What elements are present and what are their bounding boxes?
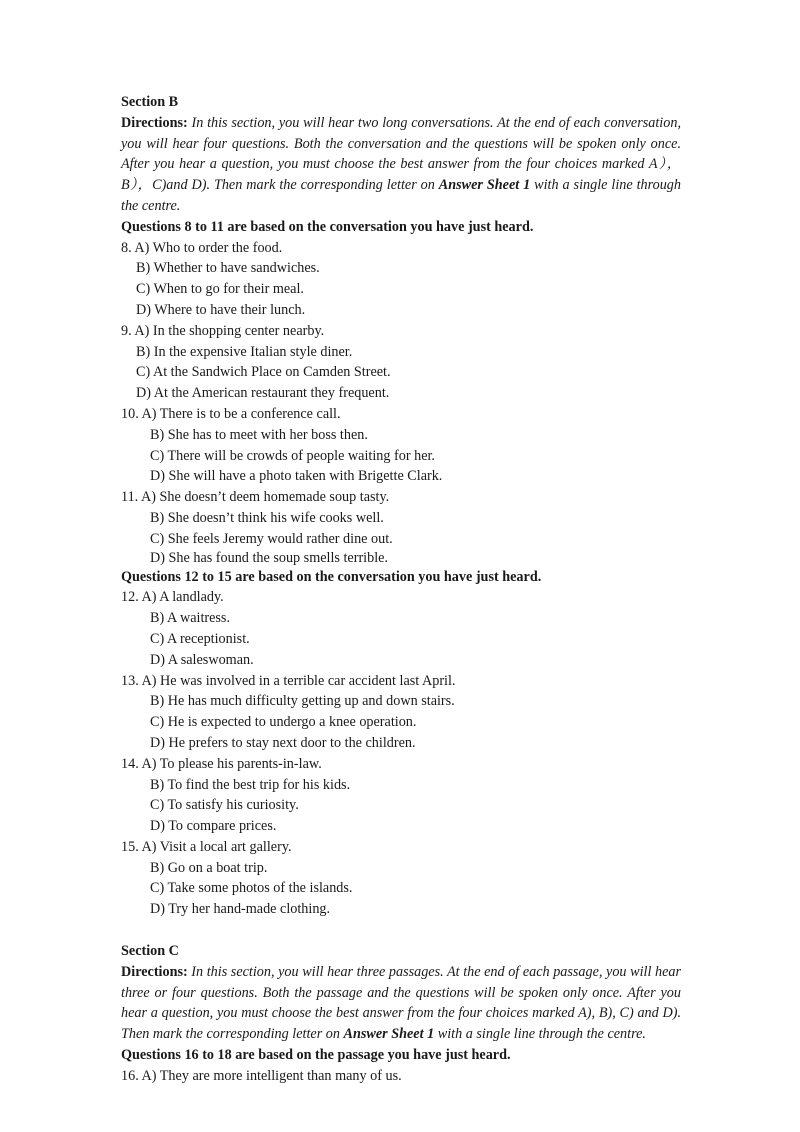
option-d: D) She has found the soup smells terrible. xyxy=(150,549,388,566)
option-c: C) When to go for their meal. xyxy=(136,281,304,298)
answer-sheet-label: Answer Sheet 1 xyxy=(343,1026,435,1043)
option-c: C) There will be crowds of people waiting for her. xyxy=(150,447,435,464)
directions-label: Directions: xyxy=(121,114,188,131)
option-c: C) At the Sandwich Place on Camden Street. xyxy=(136,364,391,381)
question-11 xyxy=(121,487,681,566)
question-stem: 12. A) A landlady. xyxy=(121,589,224,606)
option-d: D) He prefers to stay next door to the children. xyxy=(150,734,416,751)
section-c-title: Section C xyxy=(121,943,179,960)
option-b: B) Go on a boat trip. xyxy=(150,859,268,876)
option-b: B) He has much difficulty getting up and down stairs. xyxy=(150,693,455,710)
directions-text: In this section, you will hear three passages. At the end of each passage, you will hear three or four questions. Both the passage and the questions will be spoken only once. After you hear a question, you must choose the best answer from the four choices marked A), B), C) and D). Then mark the corresponding letter on xyxy=(121,963,681,1043)
question-12 xyxy=(121,587,681,670)
question-stem: 10. A) There is to be a conference call. xyxy=(121,405,341,422)
option-b: B) A waitress. xyxy=(150,610,230,627)
option-d: D) A saleswoman. xyxy=(150,651,254,668)
question-stem: 14. A) To please his parents-in-law. xyxy=(121,755,322,772)
question-stem: 13. A) He was involved in a terrible car accident last April. xyxy=(121,672,456,689)
option-d: D) Try her hand-made clothing. xyxy=(150,901,331,918)
option-d: D) Where to have their lunch. xyxy=(136,301,306,318)
directions-text: In this section, you will hear two long conversations. At the end of each conversation, you will hear four questions. Both the conversation and the questions will be spoken only once. After you hear a question, you must choose the best answer from the four choices marked A），B），C)and D). Then mark the corresponding letter on xyxy=(121,114,681,194)
question-stem: 11. A) She doesn’t deem homemade soup tasty. xyxy=(121,489,390,506)
option-b: B) She doesn’t think his wife cooks well. xyxy=(150,509,384,526)
question-14 xyxy=(121,754,681,837)
directions-text-end: with a single line through the centre. xyxy=(121,177,681,214)
option-c: C) He is expected to undergo a knee operation. xyxy=(150,714,417,731)
question-15 xyxy=(121,837,681,920)
option-c: C) A receptionist. xyxy=(150,630,250,647)
option-b: B) She has to meet with her boss then. xyxy=(150,426,368,443)
option-b: B) To find the best trip for his kids. xyxy=(150,776,351,793)
question-group-heading: Questions 8 to 11 are based on the conversation you have just heard. xyxy=(121,218,534,235)
question-stem: 8. A) Who to order the food. xyxy=(121,239,283,256)
document-page xyxy=(121,92,681,1087)
question-9 xyxy=(121,321,681,404)
option-c: C) She feels Jeremy would rather dine out. xyxy=(150,530,393,547)
section-b-title: Section B xyxy=(121,94,179,110)
option-c: C) To satisfy his curiosity. xyxy=(150,797,299,814)
question-8 xyxy=(121,238,681,321)
question-stem: 9. A) In the shopping center nearby. xyxy=(121,322,325,339)
answer-sheet-label: Answer Sheet 1 xyxy=(438,177,531,194)
directions-text-end: with a single line through the centre. xyxy=(434,1026,646,1043)
option-c: C) Take some photos of the islands. xyxy=(150,880,353,897)
option-d: D) To compare prices. xyxy=(150,818,277,835)
option-b: B) In the expensive Italian style diner. xyxy=(136,343,353,360)
option-b: B) Whether to have sandwiches. xyxy=(136,260,320,277)
question-13 xyxy=(121,671,681,754)
question-16-stem: 16. A) They are more intelligent than many of us. xyxy=(121,1067,402,1084)
option-d: D) At the American restaurant they frequent. xyxy=(136,385,390,402)
question-group-heading: Questions 12 to 15 are based on the conversation you have just heard. xyxy=(121,568,542,585)
question-stem: 15. A) Visit a local art gallery. xyxy=(121,838,292,855)
section-c-directions xyxy=(121,962,681,1045)
section-spacer xyxy=(121,920,681,941)
question-group-heading: Questions 16 to 18 are based on the passage you have just heard. xyxy=(121,1047,511,1064)
section-b-directions xyxy=(121,113,681,217)
directions-label: Directions: xyxy=(121,963,188,980)
option-d: D) She will have a photo taken with Brigette Clark. xyxy=(150,468,443,485)
question-10 xyxy=(121,404,681,487)
